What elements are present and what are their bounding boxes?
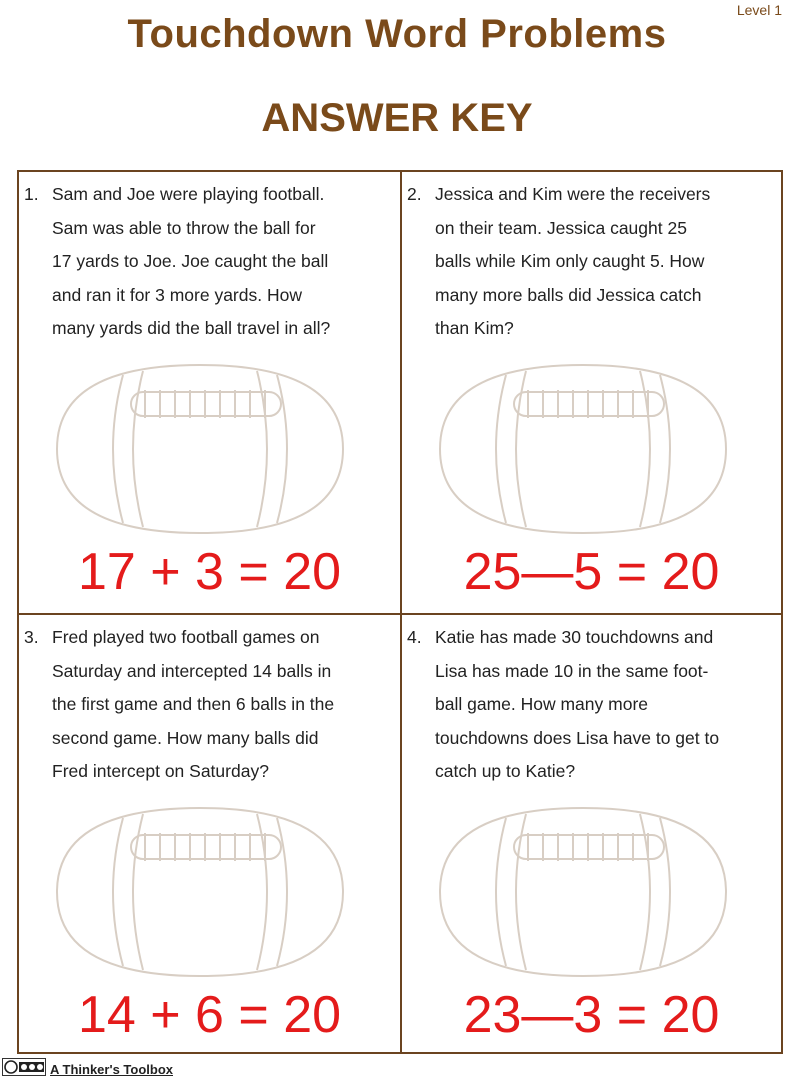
football-icon <box>430 360 736 538</box>
problem-cell-1 <box>19 172 400 613</box>
answer-equation: 25—5 = 20 <box>463 543 720 601</box>
problem-line: Sam and Joe were playing football. <box>52 184 325 204</box>
football-icon <box>47 360 353 538</box>
problem-cell-4 <box>402 615 781 1052</box>
problem-number: 4. <box>407 627 422 647</box>
problem-cell-3 <box>19 615 400 1052</box>
problem-line: on their team. Jessica caught 25 <box>435 217 687 238</box>
problem-line: Jessica and Kim were the receivers <box>435 184 711 204</box>
problem-text-2 <box>407 178 779 346</box>
football-icon <box>47 803 353 981</box>
answer-key-heading: ANSWER KEY <box>261 96 533 140</box>
problem-number: 1. <box>24 184 39 204</box>
problem-line: the first game and then 6 balls in the <box>52 694 335 714</box>
answer-equation: 14 + 6 = 20 <box>77 986 342 1044</box>
problem-text-1 <box>24 178 396 346</box>
problem-cell-2 <box>402 172 781 613</box>
problem-line: Lisa has made 10 in the same foot- <box>435 660 709 681</box>
problem-text-4 <box>407 621 779 789</box>
answer-equation: 23—3 = 20 <box>463 986 720 1044</box>
problem-line: Sam was able to throw the ball for <box>52 217 316 238</box>
level-label: Level 1 <box>736 2 782 18</box>
problem-line: Fred played two football games on <box>52 627 320 647</box>
problem-text-3 <box>24 621 396 789</box>
problem-line: 17 yards to Joe. Joe caught the ball <box>52 251 329 271</box>
creative-commons-icon <box>2 1058 46 1076</box>
page-title: Touchdown Word Problems <box>127 12 667 56</box>
problem-grid <box>17 170 783 1054</box>
problem-line: ball game. How many more <box>435 694 648 714</box>
footer-credit: A Thinker's Toolbox <box>50 1062 173 1077</box>
problem-line: second game. How many balls did <box>52 727 319 748</box>
problem-line: balls while Kim only caught 5. How <box>435 251 705 271</box>
problem-number: 3. <box>24 627 39 647</box>
football-icon <box>430 803 736 981</box>
problem-line: catch up to Katie? <box>435 761 576 781</box>
problem-line: and ran it for 3 more yards. How <box>52 284 302 305</box>
problem-line: many more balls did Jessica catch <box>435 284 702 305</box>
problem-line: Fred intercept on Saturday? <box>52 761 269 781</box>
problem-line: touchdowns does Lisa have to get to <box>435 727 720 748</box>
problem-number: 2. <box>407 184 422 204</box>
problem-line: Katie has made 30 touchdowns and <box>435 627 714 647</box>
problem-line: Saturday and intercepted 14 balls in <box>52 660 332 681</box>
answer-equation: 17 + 3 = 20 <box>77 543 342 601</box>
problem-line: than Kim? <box>435 318 514 338</box>
problem-line: many yards did the ball travel in all? <box>52 318 331 338</box>
